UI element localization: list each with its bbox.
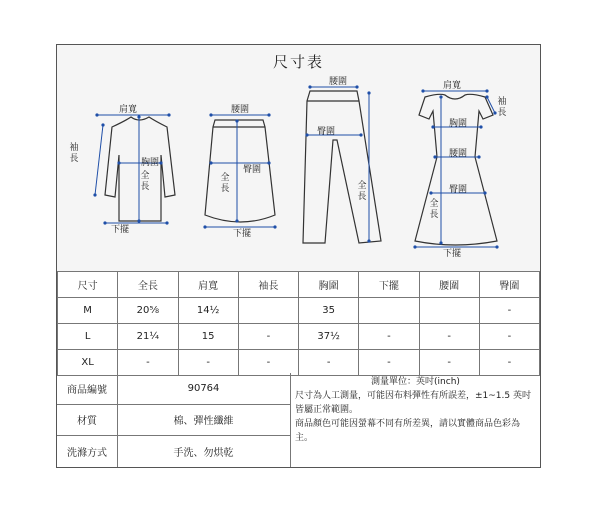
header-sleeve: 袖長	[238, 272, 298, 298]
tolerance-note: 尺寸為人工測量，可能因布料彈性有所誤差，±1~1.5 英吋皆屬正常範圍。	[295, 391, 531, 415]
cell: -	[359, 350, 419, 376]
product-no-value: 90764	[187, 383, 220, 394]
cell: -	[299, 350, 359, 376]
cell: -	[178, 350, 238, 376]
cell: -	[238, 324, 298, 350]
cell: -	[419, 350, 479, 376]
cell: 35	[299, 298, 359, 324]
measurement-diagram	[57, 45, 540, 271]
size-table-header-row	[58, 272, 540, 298]
top-shoulder-label: 肩寬	[119, 105, 138, 115]
washing-row	[57, 435, 290, 467]
product-no-row	[57, 373, 290, 405]
washing-value: 手洗、勿烘乾	[173, 447, 234, 459]
table-row	[58, 350, 540, 376]
header-chest: 胸圍	[299, 272, 359, 298]
cell: -	[238, 350, 298, 376]
unit-note: 測量單位：英吋(inch)	[371, 377, 460, 387]
cell: L	[58, 324, 118, 350]
cell: 37½	[299, 324, 359, 350]
cell: -	[419, 324, 479, 350]
pants-hip-label: 臀圍	[317, 127, 336, 137]
dress-waist-label: 腰圍	[449, 149, 468, 159]
dress-shoulder-label: 肩寬	[443, 81, 462, 91]
header-hip: 臀圍	[479, 272, 539, 298]
cell: -	[479, 298, 539, 324]
measurement-notes	[290, 373, 540, 467]
skirt-length-label: 全長	[220, 173, 230, 194]
dress-hip-label: 臀圍	[449, 185, 468, 195]
cell: 14½	[178, 298, 238, 324]
header-hem: 下擺	[359, 272, 419, 298]
pants-waist-label: 腰圍	[329, 77, 348, 87]
table-row	[58, 298, 540, 324]
cell: -	[359, 324, 419, 350]
chart-title: 尺寸表	[272, 53, 324, 71]
cell	[359, 298, 419, 324]
top-sleeve-label: 袖長	[69, 143, 79, 164]
top-length-label: 全長	[140, 171, 150, 192]
header-size: 尺寸	[58, 272, 118, 298]
pants-length-label: 全長	[357, 181, 367, 202]
size-chart-frame	[56, 44, 541, 468]
header-waist: 腰圍	[419, 272, 479, 298]
washing-label: 洗滌方式	[57, 435, 118, 467]
cell	[419, 298, 479, 324]
dress-length-label: 全長	[429, 199, 439, 220]
long-sleeve-top-outline	[105, 117, 175, 221]
cell: XL	[58, 350, 118, 376]
garment-figures	[57, 45, 540, 271]
cell: -	[479, 350, 539, 376]
skirt-waist-label: 腰圍	[231, 105, 250, 115]
dress-outline	[415, 94, 497, 245]
cell: 21¼	[118, 324, 178, 350]
dress-chest-label: 胸圍	[449, 119, 468, 129]
table-row	[58, 324, 540, 350]
top-sleeve-line	[95, 125, 103, 195]
cell	[238, 298, 298, 324]
cell: 20⅝	[118, 298, 178, 324]
product-no-label: 商品編號	[57, 373, 118, 404]
cell: 15	[178, 324, 238, 350]
dress-sleeve-label: 袖長	[497, 97, 507, 118]
material-label: 材質	[57, 404, 118, 435]
cell: -	[479, 324, 539, 350]
header-length: 全長	[118, 272, 178, 298]
skirt-hip-label: 臀圍	[243, 165, 262, 175]
cell: M	[58, 298, 118, 324]
skirt-hem-label: 下擺	[233, 229, 252, 239]
cell: -	[118, 350, 178, 376]
top-hem-label: 下擺	[111, 225, 130, 235]
color-note: 商品顏色可能因螢幕不同有所差異，請以實體商品色彩為主。	[295, 419, 521, 443]
header-shoulder: 肩寬	[178, 272, 238, 298]
material-value: 棉、彈性纖維	[173, 416, 234, 427]
skirt-outline	[205, 120, 275, 222]
material-row	[57, 404, 290, 436]
top-chest-label: 胸圍	[141, 158, 160, 168]
product-info	[57, 373, 540, 467]
size-table	[57, 271, 540, 376]
dress-hem-label: 下擺	[443, 249, 462, 259]
